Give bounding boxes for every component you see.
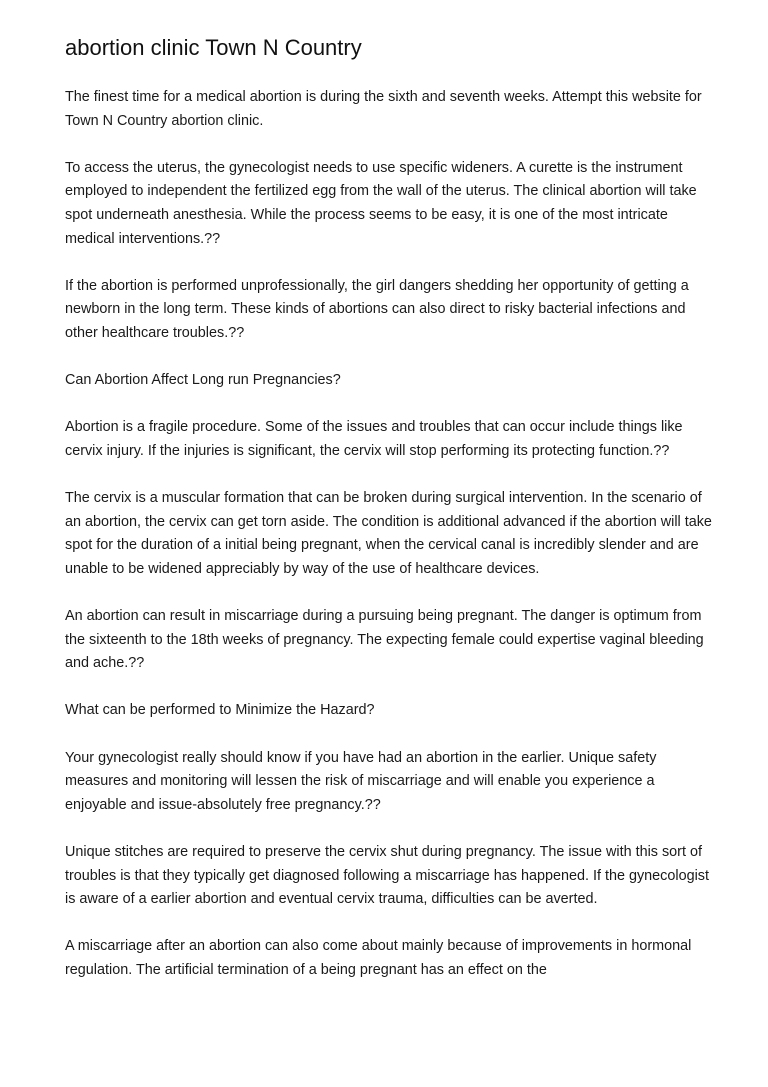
paragraph-unprofessional-risks: If the abortion is performed unprofessionally, the girl dangers shedding her opportunity of getting a newborn in the long term. These kinds of abortions can also direct to risky bacterial infections and other healthcare troubles.?? — [65, 277, 689, 341]
section-heading-minimize-hazard: What can be performed to Minimize the Hazard? — [65, 702, 375, 719]
paragraph-uterus-access: To access the uterus, the gynecologist needs to use specific wideners. A curette is the instrument employed to independent the fertilized egg from the wall of the uterus. The clinical abortion will take spot underneath anesthesia. While the process seems to be easy, it is one of the most intricate medical interventions.?? — [65, 159, 697, 247]
paragraph-gynecologist-knowledge: Your gynecologist really should know if you have had an abortion in the earlier. Unique safety measures and monitoring will lessen the risk of miscarriage and will enable you experience a enjoyable and issue-absolutely free pregnancy.?? — [65, 749, 657, 813]
document-title: abortion clinic Town N Country — [65, 35, 362, 60]
paragraph-fragile-procedure: Abortion is a fragile procedure. Some of the issues and troubles that can occur include things like cervix injury. If the injuries is significant, the cervix will stop performing its protecting function.?? — [65, 419, 683, 459]
paragraph-miscarriage-risk: An abortion can result in miscarriage during a pursuing being pregnant. The danger is optimum from the sixteenth to the 18th weeks of pregnancy. The expecting female could expertise vaginal bleeding and ache.?? — [65, 608, 704, 672]
section-heading-future-pregnancies: Can Abortion Affect Long run Pregnancies? — [65, 372, 341, 389]
paragraph-intro: The finest time for a medical abortion is during the sixth and seventh weeks. Attempt this website for Town N Country abortion clinic. — [65, 89, 702, 129]
document-page — [65, 34, 715, 983]
paragraph-cervix-formation: The cervix is a muscular formation that can be broken during surgical intervention. In the scenario of an abortion, the cervix can get torn aside. The condition is additional advanced if the abortion will take spot for the duration of a initial being pregnant, when the cervical canal is incredibly slender and are unable to be widened appreciably by way of the use of healthcare devices. — [65, 490, 712, 577]
paragraph-hormonal-regulation: A miscarriage after an abortion can also come about mainly because of improvements in hormonal regulation. The artificial termination of a being pregnant has an effect on the — [65, 938, 692, 978]
paragraph-stitches: Unique stitches are required to preserve the cervix shut during pregnancy. The issue with this sort of troubles is that they typically get diagnosed following a miscarriage has happened. If the gynecologist is aware of a earlier abortion and eventual cervix trauma, difficulties can be averted. — [65, 844, 709, 908]
